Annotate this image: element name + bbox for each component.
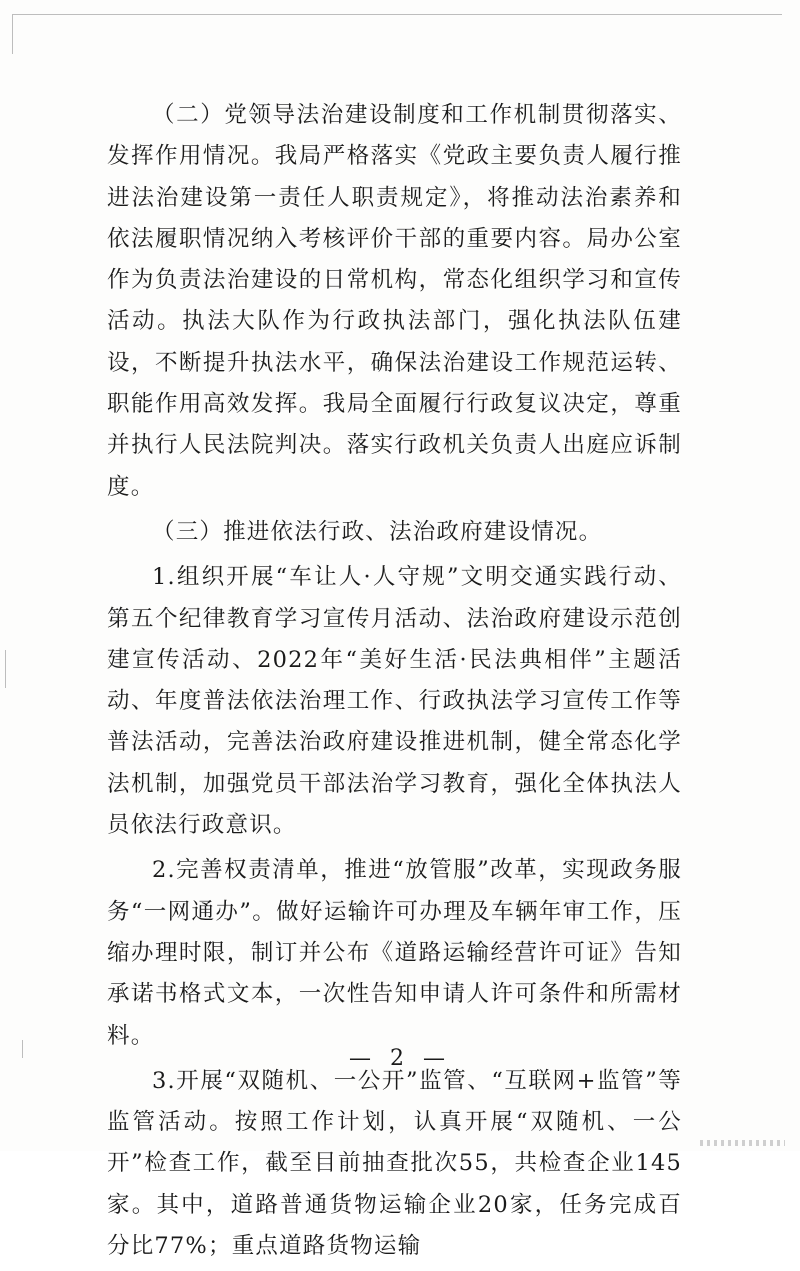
paragraph-item-2: 2.完善权责清单，推进“放管服”改革，实现政务服务“一网通办”。做好运输许可办理及车辆年审工作，压缩办理时限，制订并公布《道路运输经营许可证》告知承诺书格式文本，一次性告知申请人许可条件和所需材料。 xyxy=(107,857,682,1049)
scan-noise-bottom xyxy=(700,1140,785,1146)
scan-border-top xyxy=(12,14,782,15)
paragraph-item-3: 3.开展“双随机、一公开”监管、“互联网+监管”等监管活动。按照工作计划，认真开展“双随机、一公开”检查工作，截至目前抽查批次55，共检查企业145家。其中，道路普通货物运输企业20家，任务完成百分比77%；重点道路货物运输 xyxy=(107,1067,682,1260)
page-number: — 2 — xyxy=(349,1046,451,1071)
document-body xyxy=(107,95,682,1271)
scan-mark-left-1 xyxy=(5,650,6,688)
paragraph-party-leadership: （二）党领导法治建设制度和工作机制贯彻落实、发挥作用情况。我局严格落实《党政主要负责人履行推进法治建设第一责任人职责规定》，将推动法治素养和依法履职情况纳入考核评价干部的重要内容。局办公室作为负责法治建设的日常机构，常态化组织学习和宣传活动。执法大队作为行政执法部门，强化执法队伍建设，不断提升执法水平，确保法治建设工作规范运转、职能作用高效发挥。我局全面履行行政复议决定，尊重并执行人民法院判决。落实行政机关负责人出庭应诉制度。 xyxy=(107,102,682,500)
heading-law-based-administration: （三）推进依法行政、法治政府建设情况。 xyxy=(152,518,603,545)
paragraph-item-1: 1.组织开展“车让人·人守规”文明交通实践行动、第五个纪律教育学习宣传月活动、法治政府建设示范创建宣传活动、2022年“美好生活·民法典相伴”主题活动、年度普法依法治理工作、行政执法学习宣传工作等普法活动，完善法治政府建设推进机制，健全常态化学法机制，加强党员干部法治学习教育，强化全体执法人员依法行政意识。 xyxy=(107,564,682,839)
scan-border-left xyxy=(12,14,13,54)
